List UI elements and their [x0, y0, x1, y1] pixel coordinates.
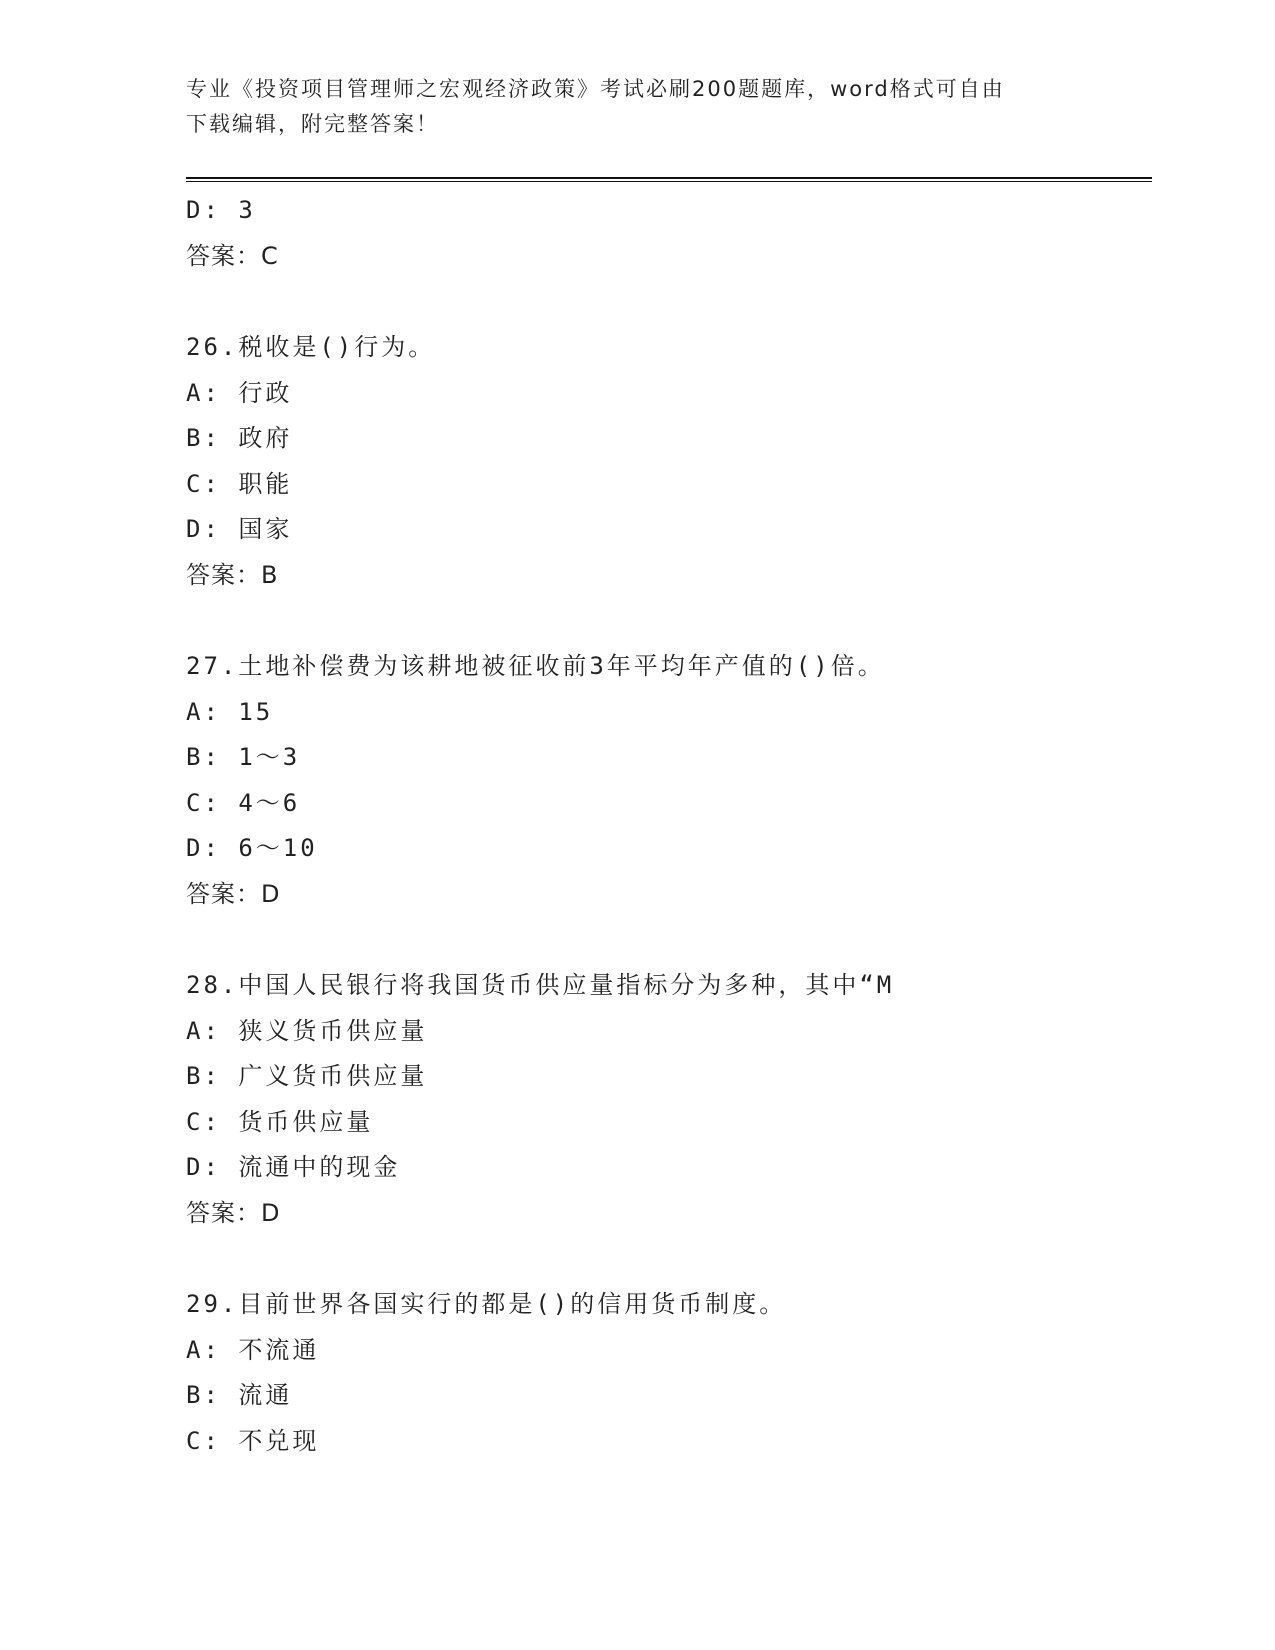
header-rule-thick: [186, 177, 1152, 179]
option-a: A: 狭义货币供应量: [186, 1016, 428, 1045]
header-line-1: 专业《投资项目管理师之宏观经济政策》考试必刷200题题库，word格式可自由: [186, 77, 1005, 101]
answer-line: 答案：D: [186, 1198, 281, 1227]
question-list: [186, 188, 1146, 1464]
option-d: D: 3: [186, 196, 256, 224]
option-a: A: 不流通: [186, 1335, 320, 1364]
option-b: B: 流通: [186, 1381, 293, 1409]
spacer: [186, 917, 1146, 963]
option-d: D: 流通中的现金: [186, 1153, 401, 1181]
option-c: C: 4～6: [186, 788, 301, 817]
option-b: B: 政府: [186, 424, 293, 452]
question-text: 26.税收是()行为。: [186, 333, 436, 361]
option-c: C: 不兑现: [186, 1426, 320, 1455]
spacer: [186, 1236, 1146, 1282]
option-a: A: 15: [186, 697, 274, 726]
answer-line: 答案：B: [186, 560, 279, 589]
question-text: 29.目前世界各国实行的都是()的信用货币制度。: [186, 1290, 787, 1318]
spacer: [186, 279, 1146, 325]
question-text: 27.土地补偿费为该耕地被征收前3年平均年产值的()倍。: [186, 652, 885, 680]
option-d: D: 6～10: [186, 834, 318, 862]
answer-line: 答案：D: [186, 879, 281, 908]
option-c: C: 职能: [186, 469, 293, 498]
option-a: A: 行政: [186, 378, 293, 407]
header-line-2: 下载编辑，附完整答案！: [186, 112, 439, 136]
option-b: B: 广义货币供应量: [186, 1062, 428, 1090]
header-rule-thin: [186, 181, 1152, 182]
question-text: 28.中国人民银行将我国货币供应量指标分为多种，其中“M: [186, 971, 895, 999]
option-b: B: 1～3: [186, 743, 301, 771]
document-header: [186, 72, 1066, 142]
option-c: C: 货币供应量: [186, 1107, 374, 1136]
spacer: [186, 598, 1146, 644]
answer-line: 答案：C: [186, 241, 279, 270]
option-d: D: 国家: [186, 515, 293, 543]
